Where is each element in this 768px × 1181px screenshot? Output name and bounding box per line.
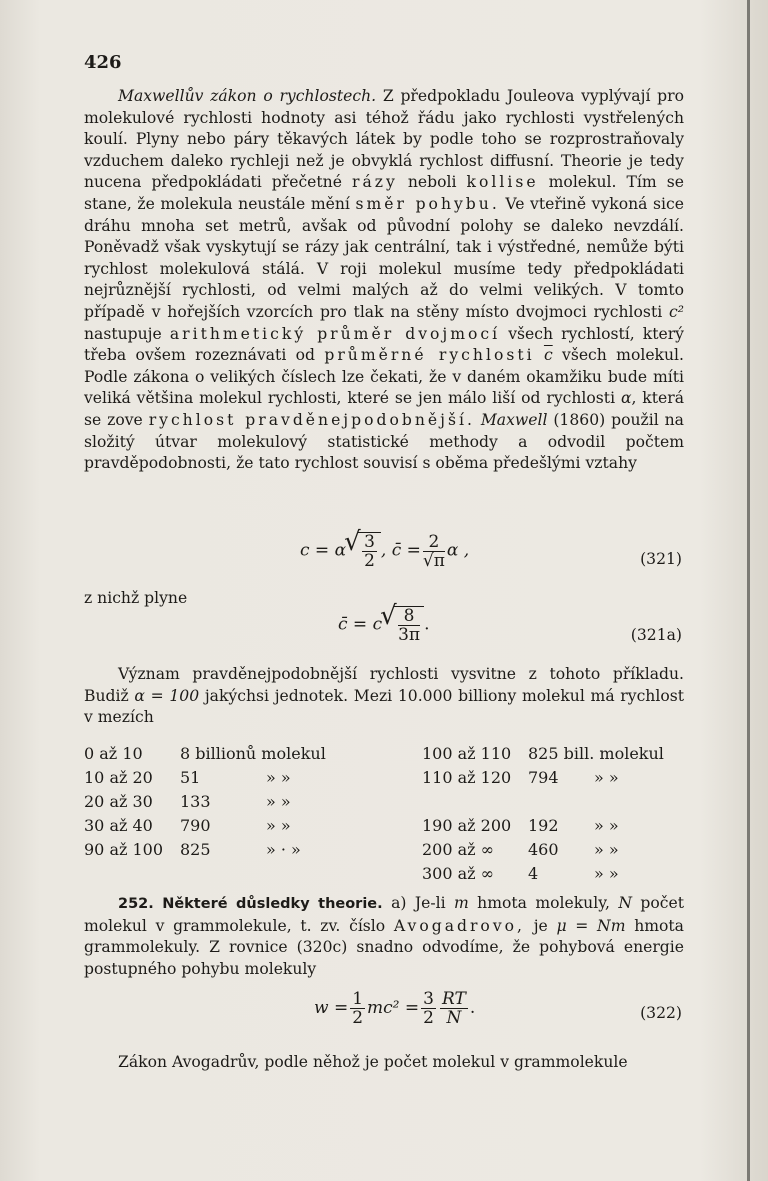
- math-c-bar: $\overline{c}$: [543, 346, 553, 365]
- text: Z předpokladu Jouleova vyplývají pro molekulové rychlosti hodnoty asi téhož řádu jako rychlosti vystřelených koulí. Plyny nebo páry těkavých látek by podle toho se rozprostraňovaly vzduchem daleko rychleji než je obvyklá rychlost diffusní. Theorie je tedy nucena předpokládati přečetné: [84, 87, 684, 192]
- equation-321a: [338, 606, 430, 644]
- table-cell: 20 až 30: [84, 791, 153, 811]
- text: a) Je-li: [391, 894, 446, 912]
- text: Ve vteřině vykoná sice dráhu mnoha set metrů, avšak od původní polohy se daleko nevzdálí. Poněvadž však vyskytují se rázy jak centrální, tak i výstředné, nemůže býti rychlost molekulová stálá. V roji molekul musíme tedy předpokládati nejrůznější rychlosti, od velmi malých až do velmi velikých. V tomto případě v hořejších vzorcích pro tlak na stěny místo dvojmoci rychlosti: [84, 194, 684, 321]
- text: , která se zove: [84, 389, 684, 429]
- math-m: m: [453, 894, 469, 912]
- table-row: [84, 837, 670, 861]
- text: molekul. Tím se stane, že molekula neustále mění: [84, 173, 684, 213]
- equation-number-321a: (321a): [630, 626, 682, 644]
- eq-text: mc² =: [367, 998, 420, 1018]
- table-cell: 460: [528, 839, 559, 859]
- table-cell: » »: [594, 839, 619, 859]
- text: Zákon Avogadrův, podle něhož je počet molekul v grammolekule: [118, 1053, 628, 1071]
- table-cell: » · »: [266, 839, 301, 859]
- math-alpha-value: α = 100: [134, 686, 200, 705]
- table-cell: 790: [180, 815, 211, 835]
- section-heading: Některé důsledky theorie.: [162, 896, 383, 912]
- table-cell: 133: [180, 791, 211, 811]
- math-c-squared: c²: [669, 302, 684, 321]
- text: všech rychlostí, který třeba ovšem rozeznávati od: [84, 324, 684, 365]
- table-cell: 825 bill. molekul: [528, 743, 664, 763]
- table-cell: [266, 861, 422, 885]
- spaced-term: směr pohybu.: [355, 194, 500, 213]
- table-cell: 190 až 200: [422, 815, 512, 835]
- table-cell: 51: [180, 767, 201, 787]
- text: nastupuje: [84, 324, 162, 343]
- math-mu: μ = Nm: [556, 916, 626, 935]
- spaced-term: rázy: [352, 173, 398, 192]
- table-cell: [422, 789, 528, 813]
- table-cell: 0 až 10: [84, 743, 143, 763]
- table-cell: [84, 861, 180, 885]
- eq-text: , c̄ =: [380, 540, 421, 561]
- numerator: 1: [352, 989, 364, 1009]
- table-row: [84, 765, 670, 789]
- text: jakýchsi jednotek. Mezi 10.000 billiony molekul má rychlost v mezích: [84, 686, 684, 727]
- table-cell: » »: [594, 863, 619, 883]
- eq-text: w =: [314, 998, 349, 1018]
- author-maxwell: Maxwell: [480, 410, 548, 429]
- table-cell: 90 až 100: [84, 839, 164, 859]
- denominator: N: [446, 1008, 462, 1028]
- section-number: 252.: [118, 896, 154, 912]
- eq-text: .: [469, 998, 476, 1018]
- numerator: 3: [423, 989, 434, 1009]
- denominator: 2: [352, 1008, 364, 1028]
- table-cell: » »: [594, 815, 619, 835]
- numerator: 2: [423, 533, 445, 552]
- table-cell: [528, 789, 594, 813]
- sqrt: [394, 606, 424, 644]
- table-row: [84, 861, 670, 885]
- eq-text: c̄ = c: [338, 614, 383, 635]
- spaced-term: arithmetický průměr dvojmocí: [169, 324, 501, 343]
- numerator: RT: [441, 989, 466, 1009]
- text: hmota molekuly,: [477, 894, 610, 912]
- text: (1860) použil na složitý útvar molekulový statistické methody a odvodil počtem pravděpodobnosti, že tato rychlost souvisí s oběma předešlými vztahy: [84, 410, 684, 473]
- table-cell: 200 až ∞: [422, 839, 495, 859]
- sqrt: [358, 532, 381, 570]
- equation-number-322: (322): [640, 1004, 682, 1022]
- text: neboli: [407, 173, 457, 192]
- from-which-line: z nichž plyne: [84, 589, 188, 607]
- table-cell: 10 až 20: [84, 767, 153, 787]
- numerator: √ 3: [364, 532, 375, 552]
- table-cell: 794: [528, 767, 559, 787]
- table-cell: 192: [528, 815, 559, 835]
- last-line: [84, 1052, 684, 1074]
- numerator: √ 8: [398, 607, 420, 626]
- page-number: 426: [84, 52, 122, 73]
- text: počet molekul v grammolekule, t. zv. číslo: [84, 894, 684, 935]
- table-cell: 100 až 110: [422, 743, 512, 763]
- table-row: [84, 813, 670, 837]
- denominator: 2: [423, 1008, 434, 1028]
- table-cell: [180, 861, 266, 885]
- velocity-distribution-table: [84, 741, 670, 885]
- denominator: √π: [422, 550, 445, 571]
- math-alpha: α: [620, 389, 632, 408]
- table-cell: » »: [266, 815, 291, 835]
- table-cell: 300 až ∞: [422, 863, 495, 883]
- math-N: N: [618, 894, 632, 912]
- table-cell: 30 až 40: [84, 815, 153, 835]
- table-cell: [594, 789, 670, 813]
- spaced-term: rychlost pravděnejpodobnější.: [148, 410, 475, 429]
- denominator: 3π: [398, 625, 421, 645]
- table-row: [84, 789, 670, 813]
- table-row: [84, 741, 670, 765]
- table-cell: » »: [594, 767, 619, 787]
- table-cell: 4: [528, 863, 539, 883]
- table-cell: 110 až 120: [422, 767, 512, 787]
- text: všech molekul. Podle zákona o velikých číslech lze čekati, že v daném okamžiku bude míti veliká většina molekul rychlosti, které se jen málo liší od rychlosti: [84, 346, 684, 408]
- spaced-term: Avogadrovo,: [393, 916, 525, 935]
- table-cell: 825: [180, 839, 211, 859]
- equation-322: [314, 990, 475, 1027]
- table-cell: 8 billionů molekul: [180, 743, 326, 763]
- spaced-term: kollise: [466, 173, 539, 192]
- text: Význam pravděnejpodobnější rychlosti vysvitne z tohoto příkladu. Budiž: [84, 665, 684, 705]
- section-title: Maxwellův zákon o rychlostech.: [118, 87, 377, 105]
- page-edge-shadow: [747, 0, 750, 1181]
- equation-321: [300, 532, 469, 570]
- spaced-term: průměrné rychlosti: [324, 346, 535, 365]
- paragraph-maxwell-law: [84, 86, 684, 475]
- paragraph-section-252: [84, 893, 684, 980]
- eq-text: .: [424, 614, 430, 635]
- eq-text: α ,: [446, 540, 470, 561]
- table-cell: » »: [266, 767, 291, 787]
- equation-number-321: (321): [640, 550, 682, 568]
- paragraph-example: [84, 664, 684, 729]
- text: je: [533, 916, 548, 935]
- text: hmota grammolekuly. Z rovnice (320c) snadno odvodíme, že pohybová energie postupného pohybu molekuly: [84, 916, 684, 978]
- table-cell: » »: [266, 791, 291, 811]
- denominator: 2: [364, 551, 375, 571]
- eq-text: c = α: [300, 540, 347, 561]
